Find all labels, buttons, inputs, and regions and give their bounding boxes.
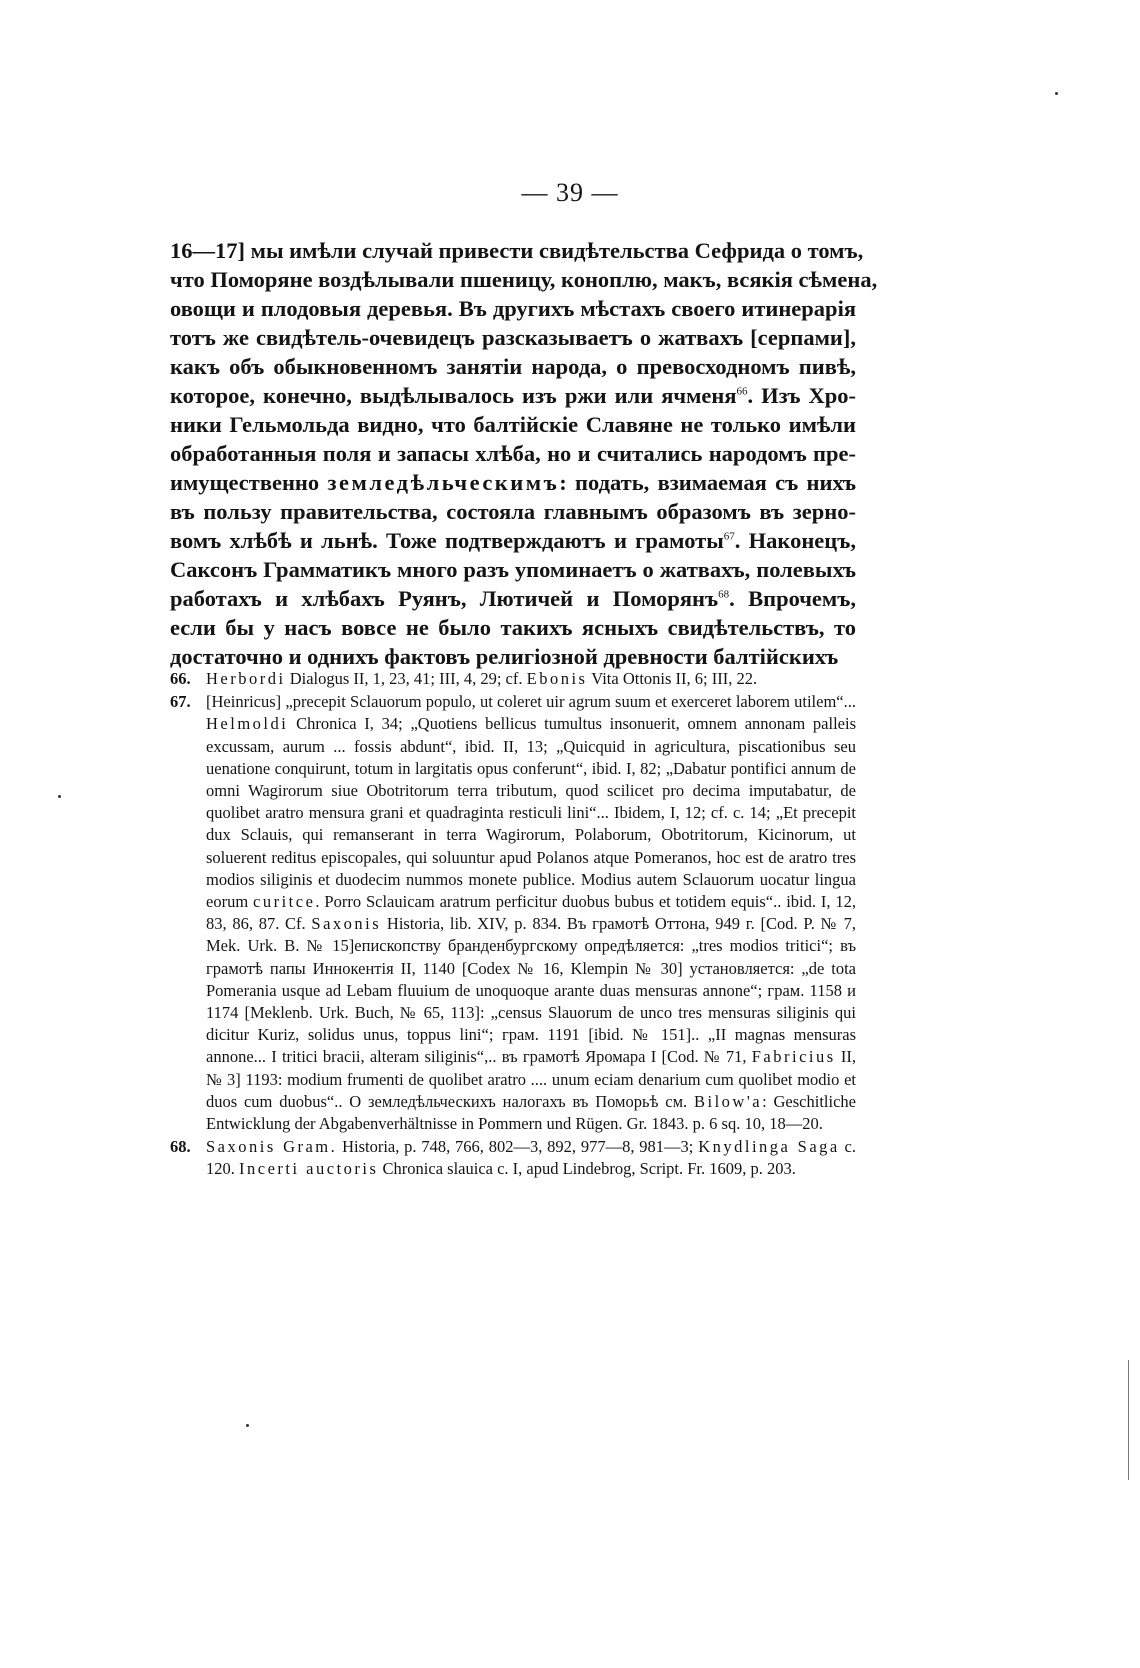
text-segment: . Изъ Хро-	[747, 383, 856, 408]
emphasized-word: curitce	[253, 892, 316, 912]
text-line: Саксонъ Грамматикъ много разъ упоминаетъ о жатвахъ, полевыхъ	[170, 557, 856, 582]
author-name: Fabricius	[751, 1047, 836, 1067]
text-segment: . Наконецъ,	[734, 528, 857, 553]
text-segment: [Heinricus] „precepit Sclauorum populo, ut coleret uir agrum suum et exerceret laborem utilem“...	[206, 692, 856, 712]
text-line	[170, 468, 856, 497]
footnote-66	[170, 668, 856, 690]
text-line: что Поморяне воздѣлывали пшеницу, коноплю, макъ, всякія сѣмена,	[170, 267, 878, 292]
text-segment: . Porro Sclauicam aratrum perficitur duobus bubus et totidem equis“.. ibid. I, 12, 83, 86, 87. Cf.	[206, 892, 856, 934]
text-line: обработанныя поля и запасы хлѣба, но и считались народомъ пре-	[170, 441, 856, 466]
text-segment: Dialogus II, 1, 23, 41; III, 4, 29; cf.	[285, 669, 527, 688]
text-line: если бы у насъ вовсе не было такихъ ясныхъ свидѣтельствъ, то	[170, 615, 856, 640]
author-name: Knydlinga Saga	[698, 1137, 840, 1157]
text-segment: Chronica I, 34; „Quotiens bellicus tumultus insonuerit, omnem annonam palleis excussam, aurum ... fossis abdunt“, ibid. II, 13; „Quicquid in agricultura, piscationibus seu uenatione conquirunt, totum in largitatis opus conferunt“, ibid. I, 82; „Dabatur pontifici annum de omni Wagirorum siue Obotritorum terra tributum, quod scilicet pro decima imputabatur, de quolibet aratro mensura grani et quadraginta resticuli lini“... Ibidem, I, 12; cf. c. 14; „Et precepit dux Sclauis, qui remanserant in terra Wagirorum, Polaborum, Obotritorum, Kicinorum, ut soluerent reditus episcopales, qui soluuntur apud Polanos atque Pomeranos, hoc est de aratro tres modios siliginis et duodecim nummos monete publice. Modius autem Sclauorum uocatur lingua eorum	[206, 714, 856, 912]
text-segment: : Geschitliche Entwicklung der Abgabenverhältnisse in Pommern und Rügen. Gr. 1843. p. 6 sq. 10, 18—20.	[206, 1091, 856, 1134]
text-segment: вомъ хлѣбѣ и льнѣ. Тоже подтверждаютъ и грамоты	[170, 528, 724, 553]
text-segment: II, № 3] 1193: modium frumenti de quolibet aratro .... unum eciam denarium cum quolibet modio et duos cum duobus“.. О земледѣльческихъ налогахъ въ Поморьѣ см.	[206, 1047, 856, 1111]
text-line: ники Гельмольда видно, что балтійскіе Славяне не только имѣли	[170, 412, 856, 437]
text-segment: имущественно	[170, 470, 320, 495]
text-segment: Vita Ottonis II, 6; III, 22.	[587, 669, 758, 688]
text-line: въ пользу правительства, состояла главнымъ образомъ въ зерно-	[170, 499, 856, 524]
page-number: — 39 —	[521, 178, 619, 207]
author-name: Incerti auctoris	[239, 1159, 379, 1179]
text-segment: Historia, lib. XIV, p. 834. Въ грамотѣ Оттона, 949 г. [Cod. P. № 7, Mek. Urk. B. № 15]епископству бранденбургскому опредѣляется: „tres modios tritici“; въ грамотѣ папы Иннокентія II, 1140 [Codex № 16, Klempin № 30] установляется: „de tota Pomerania usque ad Lebam fluuium de unoquoque arante duas mensuras annone“; грам. 1158 и 1174 [Meklenb. Urk. Buch, № 65, 113]: „census Slauorum de unco tres mensuras siliginis qui dicitur Kuriz, solidus unus, toppus lini“; грам. 1191 [ibid. № 151].. „II magnas mensuras annone... I tritici bracii, alteram siliginis“,.. въ грамотѣ Яромара I [Cod. № 71,	[206, 914, 856, 1067]
scan-speck	[246, 1424, 249, 1427]
footnote-text	[206, 1136, 856, 1180]
text-segment: Historia, p. 748, 766, 802—3, 892, 977—8, 981—3;	[337, 1137, 699, 1157]
text-segment: работахъ и хлѣбахъ Руянъ, Лютичей и Поморянъ	[170, 586, 719, 611]
text-segment: которое, конечно, выдѣлывалось изъ ржи или ячменя	[170, 383, 737, 408]
text-line	[170, 526, 856, 555]
footnote-ref: 67	[723, 530, 735, 543]
footnote-number: 68.	[170, 1137, 191, 1157]
footnote-number: 67.	[170, 692, 191, 712]
author-name: Ebonis	[526, 669, 588, 688]
author-name: Bilow'a	[693, 1091, 763, 1111]
author-name: Saxonis Gram.	[206, 1137, 338, 1157]
footnote-68	[170, 1136, 856, 1180]
text-line	[170, 584, 856, 613]
footnotes	[170, 668, 856, 1182]
text-segment: : подать, взимаемая съ нихъ	[559, 470, 856, 495]
scan-edge-mark	[1128, 1360, 1129, 1480]
text-line	[170, 381, 856, 410]
text-line: тотъ же свидѣтель-очевидецъ разсказываетъ о жатвахъ [серпами],	[170, 325, 856, 350]
author-name: Saxonis	[311, 914, 382, 934]
main-text	[170, 236, 878, 671]
text-line: достаточно и однихъ фактовъ религіозной древности балтійскихъ	[170, 644, 839, 669]
author-name: Herbordi	[206, 669, 286, 688]
text-line: 16—17] мы имѣли случай привести свидѣтельства Сефрида о томъ,	[170, 238, 864, 263]
scan-speck	[1055, 92, 1058, 95]
author-name: Helmoldi	[206, 714, 289, 734]
emphasized-word: земледѣльческимъ	[327, 470, 560, 495]
footnote-ref: 68	[718, 588, 730, 601]
text-segment: c. 120.	[206, 1137, 856, 1179]
scan-speck	[58, 795, 61, 798]
text-segment: Chronica slauica c. I, apud Lindebrog, Script. Fr. 1609, p. 203.	[378, 1159, 796, 1179]
text-segment: . Впрочемъ,	[729, 586, 856, 611]
footnote-67	[170, 691, 856, 1135]
footnote-ref: 66	[736, 385, 748, 398]
text-line: какъ объ обыкновенномъ занятіи народа, о превосходномъ пивѣ,	[170, 354, 856, 379]
footnote-number: 66.	[170, 669, 191, 688]
footnote-text	[206, 691, 856, 1135]
text-line: овощи и плодовыя деревья. Въ другихъ мѣстахъ своего итинерарія	[170, 296, 856, 321]
footnote-text	[206, 668, 856, 690]
